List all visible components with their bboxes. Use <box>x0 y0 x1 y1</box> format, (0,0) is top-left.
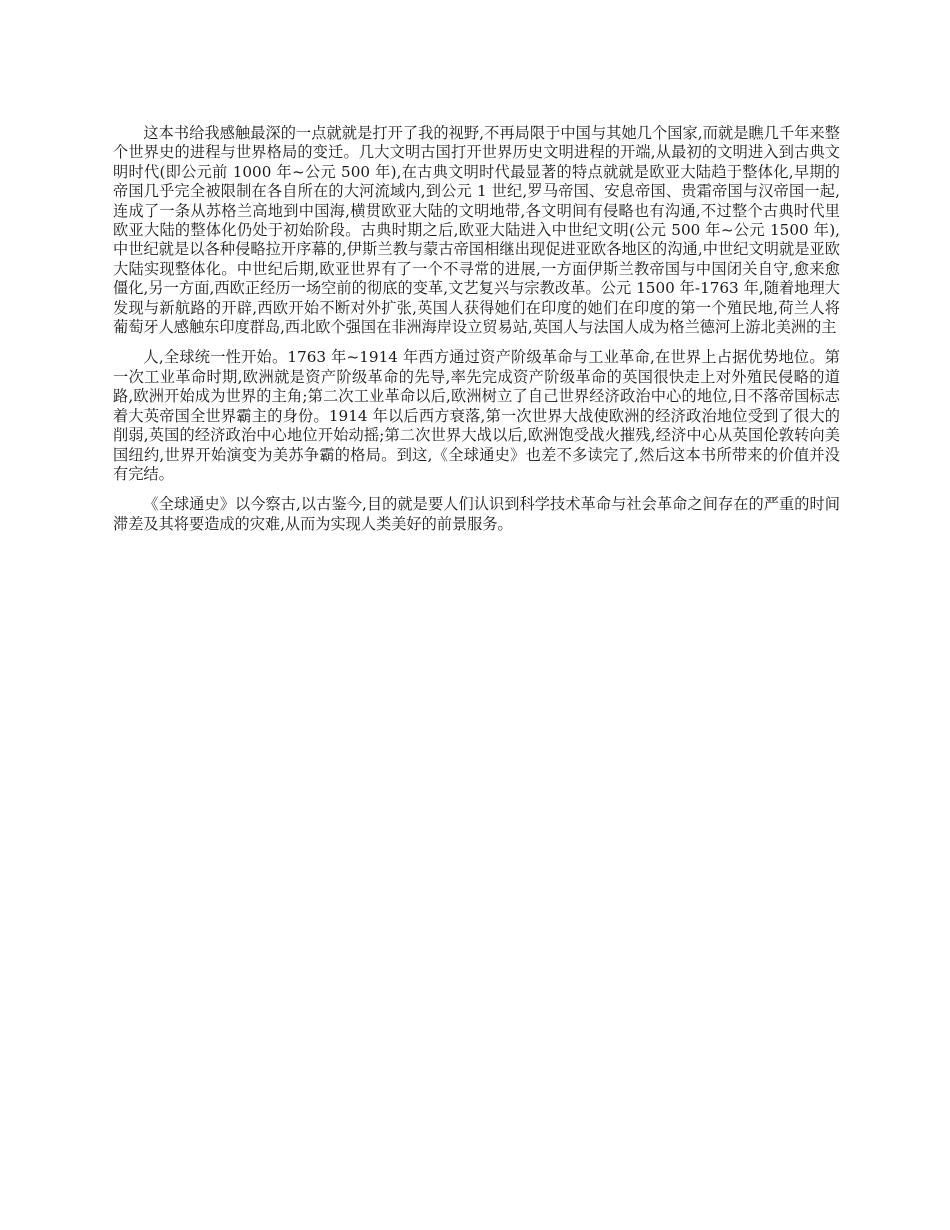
paragraph-2: 人,全球统一性开始。1763 年~1914 年西方通过资产阶级革命与工业革命,在世界上占据优势地位。第一次工业革命时期,欧洲就是资产阶级革命的先导,率先完成资产阶级革命的英国很快走上对外殖民侵略的道路,欧洲开始成为世界的主角;第二次工业革命以后,欧洲树立了自己世界经济政治中心的地位,日不落帝国标志着大英帝国全世界霸主的身份。1914 年以后西方衰落,第一次世界大战使欧洲的经济政治地位受到了很大的削弱,英国的经济政治中心地位开始动摇;第二次世界大战以后,欧洲饱受战火摧残,经济中心从英国伦敦转向美国纽约,世界开始演变为美苏争霸的格局。到这,《全球通史》也差不多读完了,然后这本书所带来的价值并没有完结。 <box>113 348 840 483</box>
paragraph-3: 《全球通史》以今察古,以古鉴今,目的就是要人们认识到科学技术革命与社会革命之间存在的严重的时间滞差及其将要造成的灾难,从而为实现人类美好的前景服务。 <box>113 495 840 533</box>
document-body <box>113 124 840 545</box>
paragraph-1: 这本书给我感触最深的一点就就是打开了我的视野,不再局限于中国与其她几个国家,而就是瞧几千年来整个世界史的进程与世界格局的变迁。几大文明古国打开世界历史文明进程的开端,从最初的文明进入到古典文明时代(即公元前 1000 年~公元 500 年),在古典文明时代最显著的特点就就是欧亚大陆趋于整体化,早期的帝国几乎完全被限制在各自所在的大河流域内,到公元 1 世纪,罗马帝国、安息帝国、贵霜帝国与汉帝国一起,连成了一条从苏格兰高地到中国海,横贯欧亚大陆的文明地带,各文明间有侵略也有沟通,不过整个古典时代里欧亚大陆的整体化仍处于初始阶段。古典时期之后,欧亚大陆进入中世纪文明(公元 500 年~公元 1500 年),中世纪就是以各种侵略拉开序幕的,伊斯兰教与蒙古帝国相继出现促进亚欧各地区的沟通,中世纪文明就是亚欧大陆实现整体化。中世纪后期,欧亚世界有了一个不寻常的进展,一方面伊斯兰教帝国与中国闭关自守,愈来愈僵化,另一方面,西欧正经历一场空前的彻底的变革,文艺复兴与宗教改革。公元 1500 年-1763 年,随着地理大发现与新航路的开辟,西欧开始不断对外扩张,英国人获得她们在印度的她们在印度的第一个殖民地,荷兰人将葡萄牙人感触东印度群岛,西北欧个强国在非洲海岸设立贸易站,英国人与法国人成为格兰德河上游北美洲的主 <box>113 124 840 337</box>
